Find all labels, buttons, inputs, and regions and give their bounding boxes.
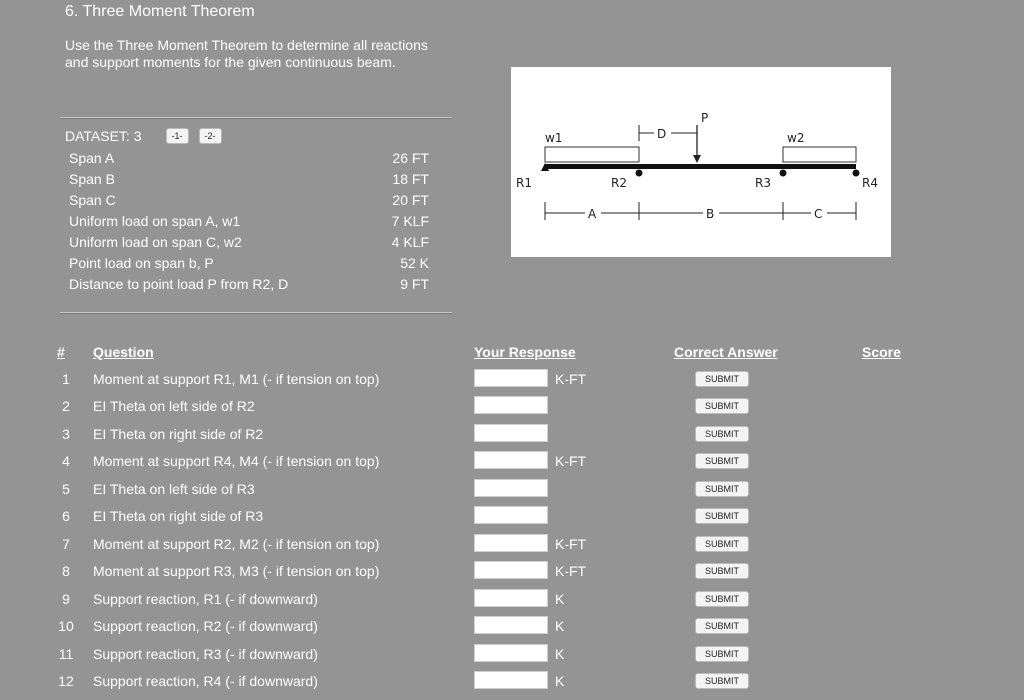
submit-button[interactable]: SUBMIT — [695, 646, 749, 662]
param-value: 4 KLF — [391, 234, 429, 250]
param-point-load — [69, 255, 429, 275]
question-text: EI Theta on left side of R2 — [93, 398, 255, 414]
response-input[interactable] — [474, 589, 548, 607]
divider-top — [60, 117, 452, 119]
dataset-button-1[interactable]: -1- — [166, 128, 189, 144]
question-number: 10 — [58, 618, 74, 634]
question-row — [0, 422, 1024, 446]
span-a-label: A — [588, 207, 597, 221]
question-row — [0, 367, 1024, 391]
question-text: Support reaction, R2 (- if downward) — [93, 618, 318, 634]
beam-diagram-svg — [511, 67, 891, 257]
response-input[interactable] — [474, 561, 548, 579]
question-number: 12 — [58, 673, 74, 689]
param-label: Span B — [69, 171, 115, 187]
response-unit: K-FT — [555, 371, 587, 387]
question-text: Moment at support R2, M2 (- if tension on top) — [93, 536, 380, 552]
response-unit: K-FT — [555, 563, 587, 579]
param-label: Distance to point load P from R2, D — [69, 276, 289, 292]
w1-load-block — [545, 147, 639, 162]
question-row — [0, 394, 1024, 418]
question-text: Moment at support R4, M4 (- if tension on top) — [93, 453, 380, 469]
param-load-w1 — [69, 213, 429, 233]
param-distance-d — [69, 276, 429, 296]
question-row — [0, 614, 1024, 638]
response-unit: K — [555, 618, 565, 634]
submit-button[interactable]: SUBMIT — [695, 591, 749, 607]
header-your-response: Your Response — [474, 344, 576, 360]
response-unit: K-FT — [555, 453, 587, 469]
param-label: Span A — [69, 150, 115, 166]
param-label: Uniform load on span A, w1 — [69, 213, 241, 229]
question-row — [0, 477, 1024, 501]
question-number: 1 — [62, 371, 70, 387]
param-span-b — [69, 171, 429, 191]
page-title: 6. Three Moment Theorem — [65, 3, 255, 20]
question-text: EI Theta on left side of R3 — [93, 481, 255, 497]
submit-button[interactable]: SUBMIT — [695, 536, 749, 552]
response-input[interactable] — [474, 451, 548, 469]
response-input[interactable] — [474, 671, 548, 689]
param-label: Span C — [69, 192, 116, 208]
question-number: 5 — [62, 481, 70, 497]
question-text: Moment at support R3, M3 (- if tension on top) — [93, 563, 380, 579]
header-score: Score — [862, 344, 901, 360]
r1-label: R1 — [516, 176, 532, 190]
dataset-label: DATASET: 3 — [65, 128, 142, 144]
response-input[interactable] — [474, 534, 548, 552]
w2-label: w2 — [787, 131, 805, 145]
question-number: 7 — [62, 536, 70, 552]
submit-button[interactable]: SUBMIT — [695, 673, 749, 689]
response-input[interactable] — [474, 506, 548, 524]
question-text: EI Theta on right side of R3 — [93, 508, 264, 524]
response-unit: K-FT — [555, 536, 587, 552]
response-unit: K — [555, 591, 565, 607]
w2-load-block — [783, 147, 856, 162]
divider-bottom — [60, 312, 452, 314]
submit-button[interactable]: SUBMIT — [695, 618, 749, 634]
submit-button[interactable]: SUBMIT — [695, 481, 749, 497]
header-number: # — [57, 344, 65, 360]
response-input[interactable] — [474, 396, 548, 414]
param-value: 18 FT — [392, 171, 429, 187]
question-row — [0, 532, 1024, 556]
question-text: Support reaction, R4 (- if downward) — [93, 673, 318, 689]
question-number: 9 — [62, 591, 70, 607]
question-number: 4 — [62, 453, 70, 469]
submit-button[interactable]: SUBMIT — [695, 563, 749, 579]
question-text: EI Theta on right side of R2 — [93, 426, 264, 442]
param-span-a — [69, 150, 429, 170]
response-unit: K — [555, 646, 565, 662]
question-number: 11 — [58, 646, 74, 662]
p-label: P — [701, 111, 709, 125]
question-number: 6 — [62, 508, 70, 524]
response-input[interactable] — [474, 369, 548, 387]
question-row — [0, 504, 1024, 528]
param-value: 20 FT — [392, 192, 429, 208]
question-text: Moment at support R1, M1 (- if tension on top) — [93, 371, 380, 387]
span-b-label: B — [706, 207, 715, 221]
header-correct-answer: Correct Answer — [674, 344, 778, 360]
question-row — [0, 449, 1024, 473]
response-input[interactable] — [474, 616, 548, 634]
beam — [545, 164, 856, 169]
param-span-c — [69, 192, 429, 212]
submit-button[interactable]: SUBMIT — [695, 371, 749, 387]
question-text: Support reaction, R3 (- if downward) — [93, 646, 318, 662]
submit-button[interactable]: SUBMIT — [695, 398, 749, 414]
r3-label: R3 — [755, 176, 771, 190]
dataset-selector — [65, 128, 222, 144]
response-unit: K — [555, 673, 565, 689]
response-input[interactable] — [474, 644, 548, 662]
d-label: D — [657, 127, 667, 141]
param-value: 7 KLF — [391, 213, 429, 229]
submit-button[interactable]: SUBMIT — [695, 508, 749, 524]
r4-support — [853, 170, 860, 177]
span-c-label: C — [814, 207, 823, 221]
param-value: 52 K — [400, 255, 429, 271]
param-value: 9 FT — [400, 276, 429, 292]
header-question: Question — [93, 344, 154, 360]
response-input[interactable] — [474, 424, 548, 442]
problem-intro: Use the Three Moment Theorem to determine all reactions and support moments for the given continuous beam. — [65, 37, 428, 70]
question-number: 2 — [62, 398, 70, 414]
submit-button[interactable]: SUBMIT — [695, 426, 749, 442]
param-load-w2 — [69, 234, 429, 254]
question-row — [0, 559, 1024, 583]
question-number: 8 — [62, 563, 70, 579]
param-label: Point load on span b, P — [69, 255, 214, 271]
w1-label: w1 — [545, 131, 563, 145]
dataset-button-2[interactable]: -2- — [199, 128, 222, 144]
r2-support — [636, 170, 643, 177]
param-value: 26 FT — [392, 150, 429, 166]
beam-diagram — [511, 67, 891, 257]
r4-label: R4 — [862, 176, 878, 190]
question-row — [0, 587, 1024, 611]
question-row — [0, 642, 1024, 666]
point-load-arrowhead — [693, 155, 701, 163]
response-input[interactable] — [474, 479, 548, 497]
r2-label: R2 — [611, 176, 627, 190]
question-row — [0, 669, 1024, 693]
submit-button[interactable]: SUBMIT — [695, 453, 749, 469]
param-label: Uniform load on span C, w2 — [69, 234, 242, 250]
question-text: Support reaction, R1 (- if downward) — [93, 591, 318, 607]
question-number: 3 — [62, 426, 70, 442]
r3-support — [780, 170, 787, 177]
